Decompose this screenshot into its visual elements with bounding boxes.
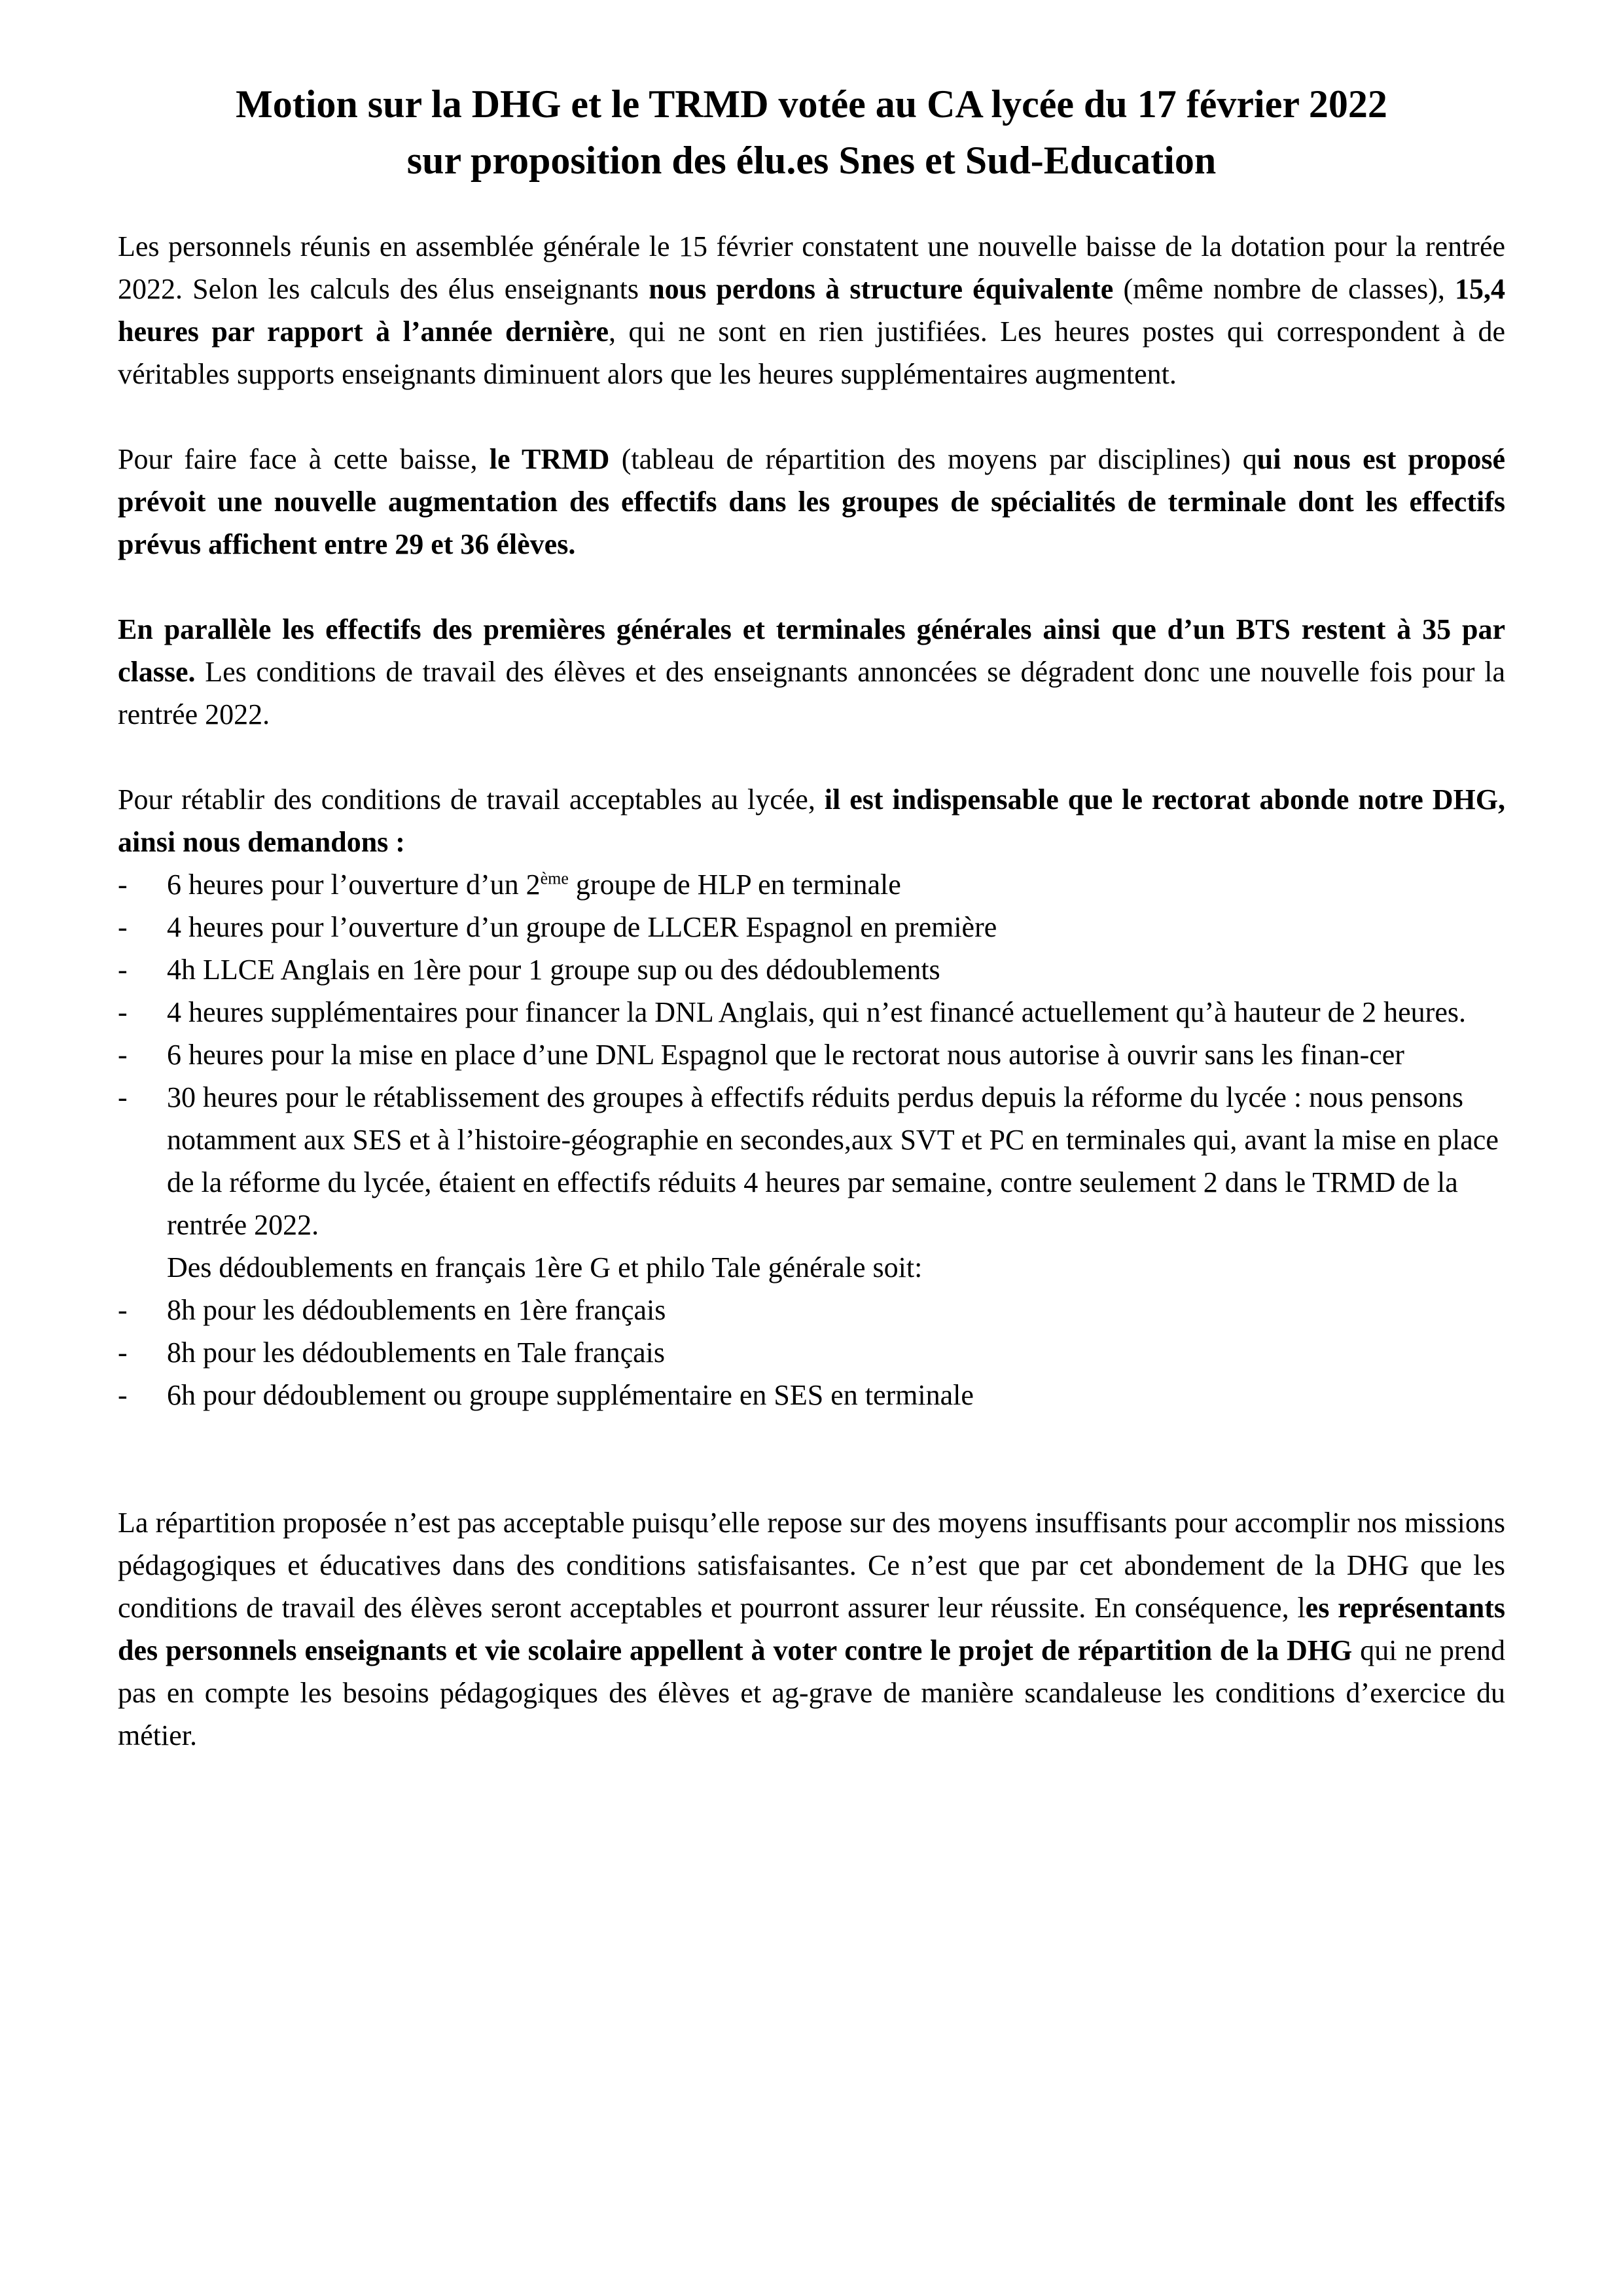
p1-bold-1: nous perdons à structure équivalente bbox=[649, 273, 1114, 305]
p4-bold-1: il est indispensable que le rectorat abonde notre DHG, ainsi nous demandons : bbox=[118, 783, 1505, 858]
p1-text-2: (même nombre de classes), bbox=[1113, 273, 1455, 305]
p5-text-2: qui ne prend pas en compte les besoins pédagogiques des élèves et ag-grave de manière scandaleuse les conditions d’exercice du métier. bbox=[118, 1634, 1506, 1751]
p1-bold-2: 15,4 heures par rapport à l’année dernière bbox=[118, 273, 1506, 348]
demand-item-effectifs-reduits bbox=[118, 1076, 1505, 1246]
demand-item-tale-francais bbox=[118, 1331, 1505, 1374]
list-dash: - bbox=[118, 911, 128, 943]
demand-1-superscript: ème bbox=[540, 869, 569, 888]
paragraph-dotation bbox=[118, 225, 1505, 395]
demand-6-text: 30 heures pour le rétablissement des groupes à effectifs réduits perdus depuis la réforme du lycée : nous pensons notamment aux SES et à l’histoire-géographie en secondes,aux SVT et PC en terminales qui, avant la mise en place de la réforme du lycée, étaient en effectifs réduits 4 heures par semaine, contre seulement 2 dans le TRMD de la rentrée 2022. bbox=[167, 1081, 1499, 1241]
p4-text-1: Pour rétablir des conditions de travail acceptables au lycée, bbox=[118, 783, 825, 816]
demand-item-dnl-anglais bbox=[118, 991, 1505, 1033]
p5-bold-1: es représentants des personnels enseignants et vie scolaire appellent à voter contre le projet de répartition de la DHG bbox=[118, 1592, 1505, 1666]
demand-2-text: 4 heures pour l’ouverture d’un groupe de LLCER Espagnol en première bbox=[167, 911, 997, 943]
demand-8-text: 8h pour les dédoublements en Tale français bbox=[167, 1336, 665, 1369]
title-line-2: sur proposition des élu.es Snes et Sud-Education bbox=[406, 139, 1217, 182]
list-dash: - bbox=[118, 1379, 128, 1411]
p2-text-2: (tableau de répartition des moyens par disciplines) q bbox=[609, 443, 1257, 475]
demand-3-text: 4h LLCE Anglais en 1ère pour 1 groupe sup ou des dédoublements bbox=[167, 954, 940, 986]
document-body bbox=[118, 225, 1505, 1799]
p3-bold-1: En parallèle les effectifs des premières générales et terminales générales ainsi que d’un BTS restent à 35 par classe. bbox=[118, 613, 1505, 688]
demand-9-text: 6h pour dédoublement ou groupe supplémentaire en SES en terminale bbox=[167, 1379, 974, 1411]
title-line-1: Motion sur la DHG et le TRMD votée au CA lycée du 17 février 2022 bbox=[236, 82, 1387, 126]
demand-4-text: 4 heures supplémentaires pour financer la DNL Anglais, qui n’est financé actuellement qu’à hauteur de 2 heures. bbox=[167, 996, 1466, 1028]
list-dash: - bbox=[118, 1039, 128, 1071]
demand-item-dnl-espagnol bbox=[118, 1033, 1505, 1076]
p3-text-1: Les conditions de travail des élèves et des enseignants annoncées se dégradent donc une nouvelle fois pour la rentrée 2022. bbox=[118, 656, 1505, 730]
demand-item-ses bbox=[118, 1374, 1505, 1416]
demand-item-continuation bbox=[118, 1246, 1505, 1289]
demand-item-1ere-francais bbox=[118, 1289, 1505, 1331]
p5-text-1: La répartition proposée n’est pas acceptable puisqu’elle repose sur des moyens insuffisants pour accomplir nos missions pédagogiques et éducatives dans des conditions satisfaisantes. Ce n’est que par cet abondement de la DHG que les conditions de travail des élèves seront acceptables et pourront assurer leur réussite. En conséquence, l bbox=[118, 1507, 1505, 1624]
demand-1-text-a: 6 heures pour l’ouverture d’un 2 bbox=[167, 869, 541, 901]
demand-7-text: 8h pour les dédoublements en 1ère français bbox=[167, 1294, 666, 1326]
paragraph-trmd bbox=[118, 438, 1505, 565]
paragraph-demandes-intro bbox=[118, 778, 1505, 863]
list-dash: - bbox=[118, 954, 128, 986]
demand-item-hlp bbox=[118, 863, 1505, 906]
list-dash: - bbox=[118, 1294, 128, 1326]
p1-text-3: , qui ne sont en rien justifiées. Les heures postes qui correspondent à de véritables supports enseignants diminuent alors que les heures supplémentaires augmentent. bbox=[118, 315, 1506, 390]
demands-list bbox=[118, 863, 1505, 1416]
p2-bold-2: ui nous est proposé prévoit une nouvelle augmentation des effectifs dans les groupes de spécialités de terminale dont les effectifs prévus affichent entre 29 et 36 élèves. bbox=[118, 443, 1505, 560]
list-dash: - bbox=[118, 1336, 128, 1369]
paragraph-conclusion bbox=[118, 1501, 1505, 1757]
demand-6-continuation: Des dédoublements en français 1ère G et philo Tale générale soit: bbox=[167, 1251, 923, 1283]
p2-text-1: Pour faire face à cette baisse, bbox=[118, 443, 490, 475]
list-dash: - bbox=[118, 869, 128, 901]
p2-bold-1: le TRMD bbox=[489, 443, 610, 475]
demand-item-llcer bbox=[118, 906, 1505, 948]
document-title bbox=[118, 76, 1505, 188]
demand-5-text: 6 heures pour la mise en place d’une DNL Espagnol que le rectorat nous autorise à ouvrir sans les finan-cer bbox=[167, 1039, 1404, 1071]
paragraph-effectifs bbox=[118, 608, 1505, 736]
list-dash: - bbox=[118, 1081, 128, 1113]
p1-text-1: Les personnels réunis en assemblée générale le 15 février constatent une nouvelle baisse de la dotation pour la rentrée 2022. Selon les calculs des élus enseignants bbox=[118, 230, 1505, 305]
demand-item-llce bbox=[118, 948, 1505, 991]
demand-1-text-b: groupe de HLP en terminale bbox=[568, 869, 901, 901]
list-dash: - bbox=[118, 996, 128, 1028]
